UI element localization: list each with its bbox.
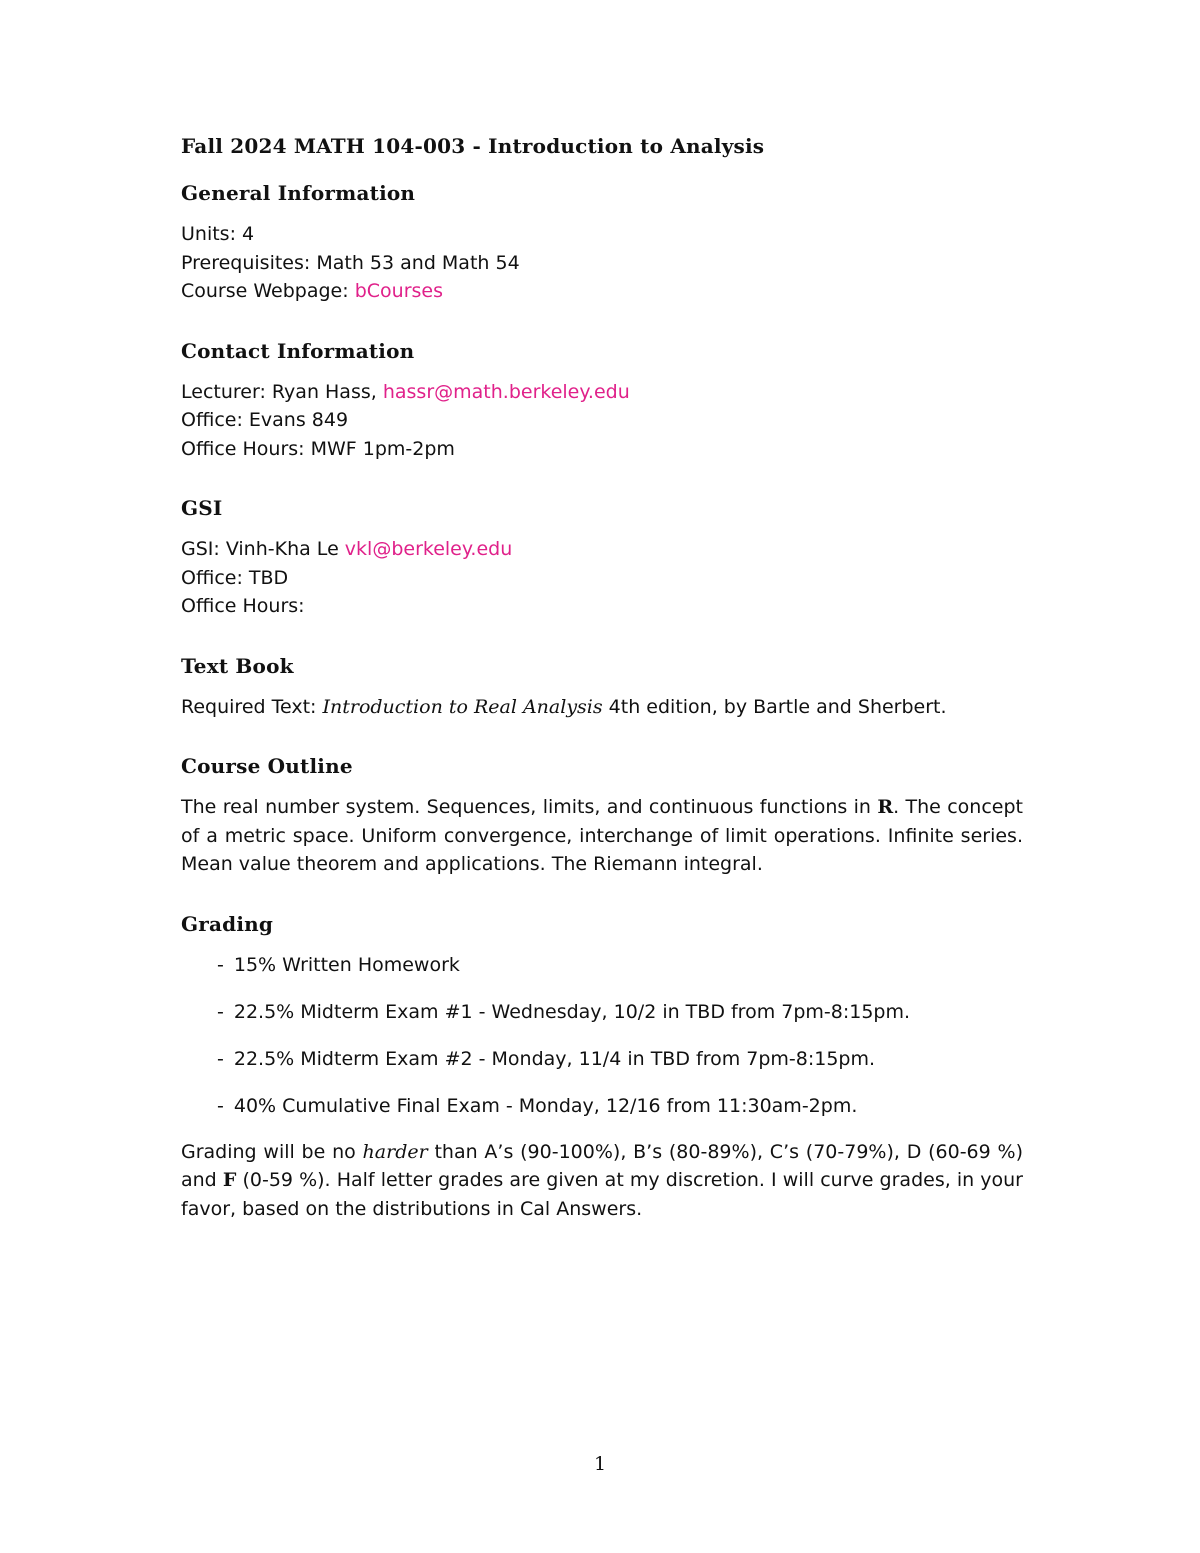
course-webpage-label: Course Webpage: (181, 280, 355, 302)
textbook-heading: Text Book (181, 653, 294, 678)
list-dash: - (217, 1094, 224, 1117)
lecturer-office-line (181, 406, 1023, 435)
list-dash: - (217, 953, 224, 976)
lecturer-email-link[interactable]: hassr@math.berkeley.edu (382, 380, 630, 403)
bcourses-link[interactable]: bCourses (354, 280, 443, 302)
policy-grade-f: F (222, 1169, 237, 1191)
lecturer-office-label: Office: (181, 409, 249, 431)
course-outline-heading: Course Outline (181, 754, 353, 778)
course-outline-paragraph (181, 793, 1023, 879)
gsi-office-line (181, 564, 1023, 593)
grading-list (181, 951, 1023, 1120)
general-information-heading: General Information (181, 181, 416, 205)
grading-item-text: 22.5% Midterm Exam #2 - Monday, 11/4 in TBD from 7pm-8:15pm. (233, 1047, 876, 1070)
prerequisites-value: Math 53 and Math 54 (316, 251, 520, 274)
list-item (217, 998, 1023, 1026)
course-outline-section (181, 793, 1023, 879)
required-text-label: Required Text: (181, 695, 323, 718)
lecturer-hours-line (181, 435, 1023, 464)
list-item (217, 1092, 1023, 1120)
gsi-label: GSI: (181, 538, 226, 560)
textbook-title: Introduction to Real Analysis (322, 695, 603, 718)
units-line (181, 220, 1023, 249)
course-webpage-line (181, 277, 1023, 306)
grading-item-text: 15% Written Homework (233, 953, 460, 976)
lecturer-name: Ryan Hass, (271, 380, 383, 403)
required-text-line (181, 693, 1023, 722)
list-item (217, 1045, 1023, 1073)
gsi-heading: GSI (181, 496, 223, 520)
textbook-section (181, 693, 1023, 722)
policy-text-3: (0-59 %). Half letter grades are given at my discretion. I will curve grades, in your favor, based on the distributions in Cal Answers. (181, 1169, 1023, 1220)
gsi-office-value: TBD (248, 566, 289, 589)
prerequisites-label: Prerequisites: (181, 251, 317, 274)
outline-text-before: The real number system. Sequences, limits, and continuous functions in (181, 796, 878, 818)
list-item (217, 951, 1023, 979)
prerequisites-line (181, 249, 1023, 278)
list-dash: - (217, 1047, 224, 1070)
grading-item-text: 22.5% Midterm Exam #1 - Wednesday, 10/2 in TBD from 7pm-8:15pm. (233, 1000, 911, 1023)
list-dash: - (217, 1000, 224, 1023)
grading-heading: Grading (181, 911, 274, 936)
syllabus-page (181, 130, 1023, 1223)
contact-information-heading: Contact Information (181, 338, 415, 363)
grading-section (181, 951, 1023, 1224)
lecturer-label: Lecturer: (181, 380, 272, 403)
lecturer-line (181, 378, 1023, 407)
contact-information-section (181, 378, 1023, 464)
gsi-section (181, 535, 1023, 621)
document-title: Fall 2024 MATH 104-003 - Introduction to Analysis (181, 134, 765, 158)
gsi-hours-line (181, 592, 1023, 621)
units-value: 4 (242, 223, 255, 245)
gsi-office-label: Office: (181, 566, 249, 589)
page-number: 1 (593, 1453, 607, 1475)
lecturer-hours-value: MWF 1pm-2pm (310, 437, 455, 460)
gsi-line (181, 535, 1023, 564)
grading-policy-paragraph (181, 1138, 1023, 1224)
units-label: Units: (181, 223, 243, 245)
policy-emphasis: harder (362, 1140, 428, 1163)
lecturer-office-value: Evans 849 (248, 409, 349, 431)
gsi-hours-label: Office Hours: (181, 595, 305, 617)
general-information-section (181, 220, 1023, 306)
gsi-email-link[interactable]: vkl@berkeley.edu (344, 538, 513, 560)
lecturer-hours-label: Office Hours: (181, 437, 311, 460)
gsi-name: Vinh-Kha Le (225, 538, 345, 560)
grading-item-text: 40% Cumulative Final Exam - Monday, 12/16 from 11:30am-2pm. (233, 1094, 858, 1117)
policy-text-1: Grading will be no (181, 1140, 363, 1163)
textbook-edition: 4th edition, by Bartle and Sherbert. (602, 695, 947, 718)
policy-text-2: than A’s (90-100%), B’s (80-89%), C’s (70-79%), D (60-69 %) and (181, 1140, 1023, 1191)
outline-text-after: . The concept of a metric space. Uniform convergence, interchange of limit operations. Infinite series. Mean value theorem and applications. The Riemann integral. (181, 796, 1023, 875)
real-numbers-symbol: R (877, 796, 894, 818)
